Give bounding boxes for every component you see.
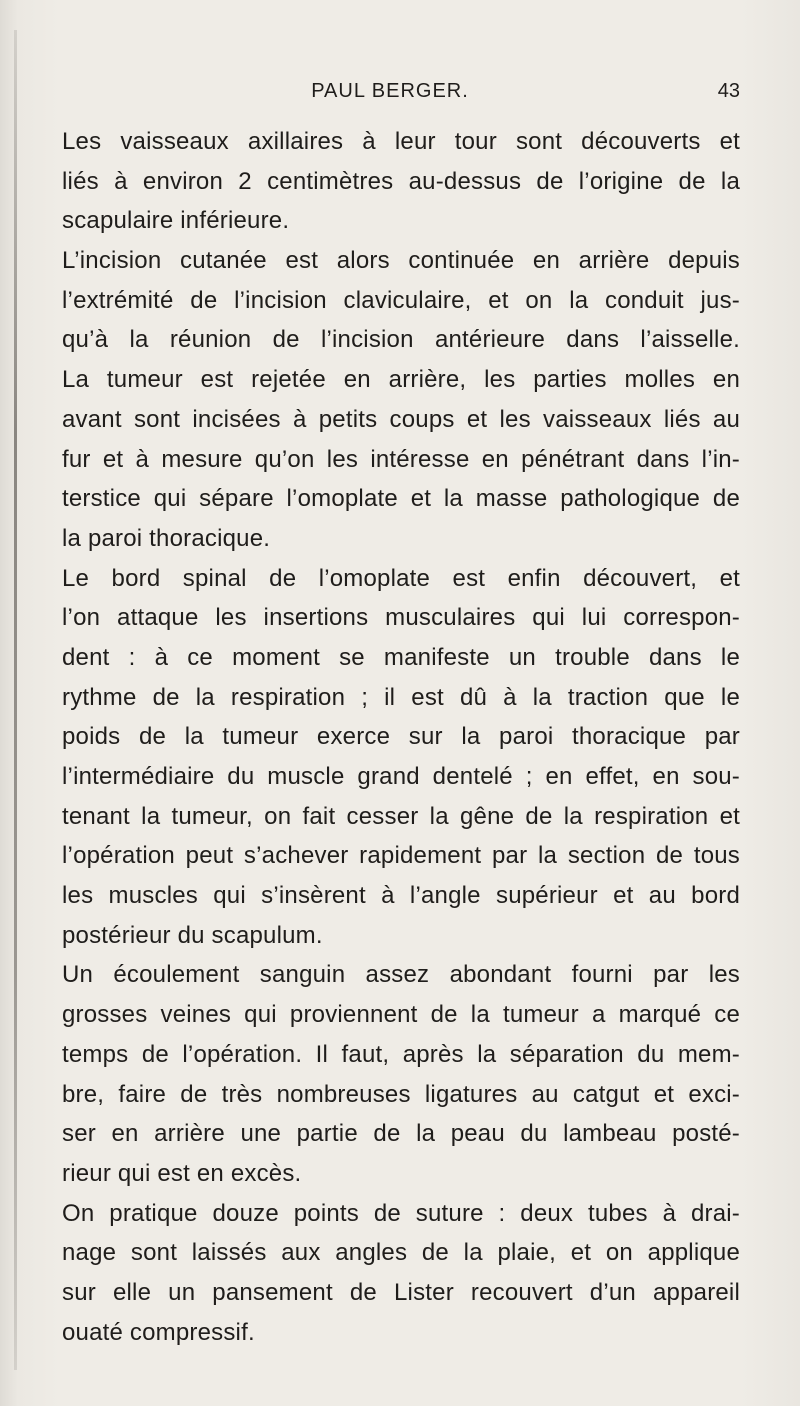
text-line: La tumeur est rejetée en arrière, les parties molles en <box>62 366 740 394</box>
text-line: terstice qui sépare l’omoplate et la masse pathologique de <box>62 485 740 513</box>
text-line: avant sont incisées à petits coups et les vaisseaux liés au <box>62 405 740 433</box>
page-number: 43 <box>717 80 740 102</box>
running-head <box>40 80 740 108</box>
text-line: temps de l’opération. Il faut, après la séparation du mem- <box>62 1040 740 1068</box>
text-line: dent : à ce moment se manifeste un trouble dans le <box>62 643 740 671</box>
binding-shadow <box>14 30 17 1370</box>
text-line: l’extrémité de l’incision claviculaire, et on la conduit jus- <box>62 286 740 314</box>
text-line: rieur qui est en excès. <box>62 1159 302 1187</box>
text-line: nage sont laissés aux angles de la plaie, et on applique <box>62 1239 740 1267</box>
running-title: PAUL BERGER. <box>311 80 469 102</box>
text-line: scapulaire inférieure. <box>62 207 290 235</box>
body-text <box>62 122 740 1352</box>
text-line: poids de la tumeur exerce sur la paroi thoracique par <box>62 723 740 751</box>
text-line: liés à environ 2 centimètres au-dessus de l’origine de la <box>62 167 740 195</box>
text-line: tenant la tumeur, on fait cesser la gêne de la respiration et <box>62 802 740 830</box>
text-line: Un écoulement sanguin assez abondant fourni par les <box>62 961 740 989</box>
text-line: postérieur du scapulum. <box>62 921 323 949</box>
text-line: ser en arrière une partie de la peau du lambeau posté- <box>62 1120 740 1148</box>
text-line: grosses veines qui proviennent de la tumeur a marqué ce <box>62 1001 740 1029</box>
text-line: la paroi thoracique. <box>62 524 271 552</box>
text-line: l’opération peut s’achever rapidement par la section de tous <box>62 842 740 870</box>
text-line: ouaté compressif. <box>62 1318 255 1346</box>
text-line: L’incision cutanée est alors continuée en arrière depuis <box>62 247 740 275</box>
text-line: bre, faire de très nombreuses ligatures au catgut et exci- <box>62 1080 740 1108</box>
text-line: qu’à la réunion de l’incision antérieure dans l’aisselle. <box>62 326 740 354</box>
text-line: sur elle un pansement de Lister recouvert d’un appareil <box>62 1278 740 1306</box>
text-line: Les vaisseaux axillaires à leur tour sont découverts et <box>62 128 740 155</box>
text-line: On pratique douze points de suture : deux tubes à drai- <box>62 1199 740 1227</box>
text-line: l’on attaque les insertions musculaires qui lui correspon- <box>62 604 740 632</box>
text-line: Le bord spinal de l’omoplate est enfin découvert, et <box>62 564 740 592</box>
text-line: les muscles qui s’insèrent à l’angle supérieur et au bord <box>62 882 740 910</box>
text-line: fur et à mesure qu’on les intéresse en pénétrant dans l’in- <box>62 445 740 473</box>
text-line: rythme de la respiration ; il est dû à la traction que le <box>62 683 740 711</box>
text-line: l’intermédiaire du muscle grand dentelé ; en effet, en sou- <box>62 763 740 790</box>
